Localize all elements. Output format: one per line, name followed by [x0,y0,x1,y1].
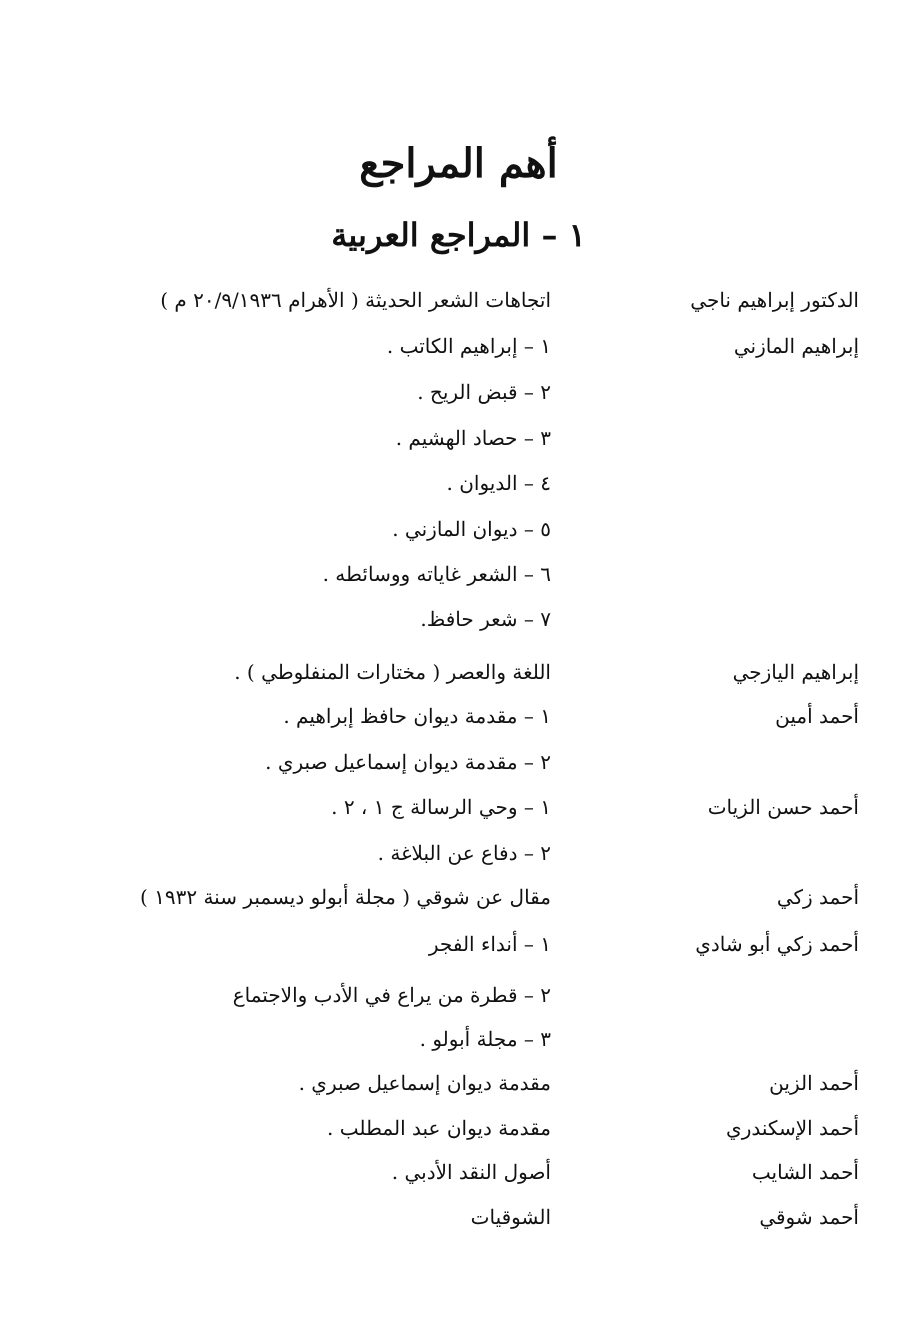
reference-work: ٢ – قطرة من يراع في الأدب والاجتماع [232,983,551,1007]
reference-author: أحمد حسن الزيات [707,795,859,819]
reference-author: أحمد أمين [775,704,859,728]
reference-work: ٢ – دفاع عن البلاغة . [377,841,551,865]
reference-author: أحمد زكي أبو شادي [695,932,859,956]
reference-work: ٢ – مقدمة ديوان إسماعيل صبري . [265,750,551,774]
reference-author: أحمد شوقي [759,1205,859,1229]
reference-work: اللغة والعصر ( مختارات المنفلوطي ) . [234,660,551,684]
reference-work: ٢ – قبض الريح . [417,380,551,404]
reference-work: ١ – أنداء الفجر [428,932,551,956]
reference-work: مقدمة ديوان إسماعيل صبري . [298,1071,551,1095]
reference-work: الشوقيات [470,1205,551,1229]
reference-work: ٧ – شعر حافظ. [420,607,551,631]
reference-work: ٦ – الشعر غاياته ووسائطه . [322,562,551,586]
reference-work: اتجاهات الشعر الحديثة ( الأهرام ٢٠/٩/١٩٣٦ م ) [160,288,551,312]
reference-work: أصول النقد الأدبي . [391,1160,551,1184]
section-heading: ١ – المراجع العربية [331,216,586,254]
reference-author: إبراهيم اليازجي [732,660,859,684]
reference-work: مقدمة ديوان عبد المطلب . [327,1116,551,1140]
reference-author: الدكتور إبراهيم ناجي [690,288,859,312]
reference-author: أحمد زكي [776,885,859,909]
page-title: أهم المراجع [359,140,558,187]
reference-work: ١ – مقدمة ديوان حافظ إبراهيم . [283,704,551,728]
reference-author: أحمد الإسكندري [726,1116,859,1140]
reference-work: ٣ – مجلة أبولو . [419,1027,551,1051]
reference-work: مقال عن شوقي ( مجلة أبولو ديسمبر سنة ١٩٣٢ ) [139,885,551,909]
reference-author: أحمد الزين [769,1071,859,1095]
reference-author: أحمد الشايب [751,1160,859,1184]
reference-work: ٣ – حصاد الهشيم . [395,426,551,450]
reference-work: ٥ – ديوان المازني . [392,517,551,541]
reference-author: إبراهيم المازني [733,334,859,358]
reference-work: ١ – إبراهيم الكاتب . [386,334,551,358]
reference-work: ١ – وحي الرسالة ج ١ ، ٢ . [331,795,551,819]
reference-work: ٤ – الديوان . [446,471,551,495]
